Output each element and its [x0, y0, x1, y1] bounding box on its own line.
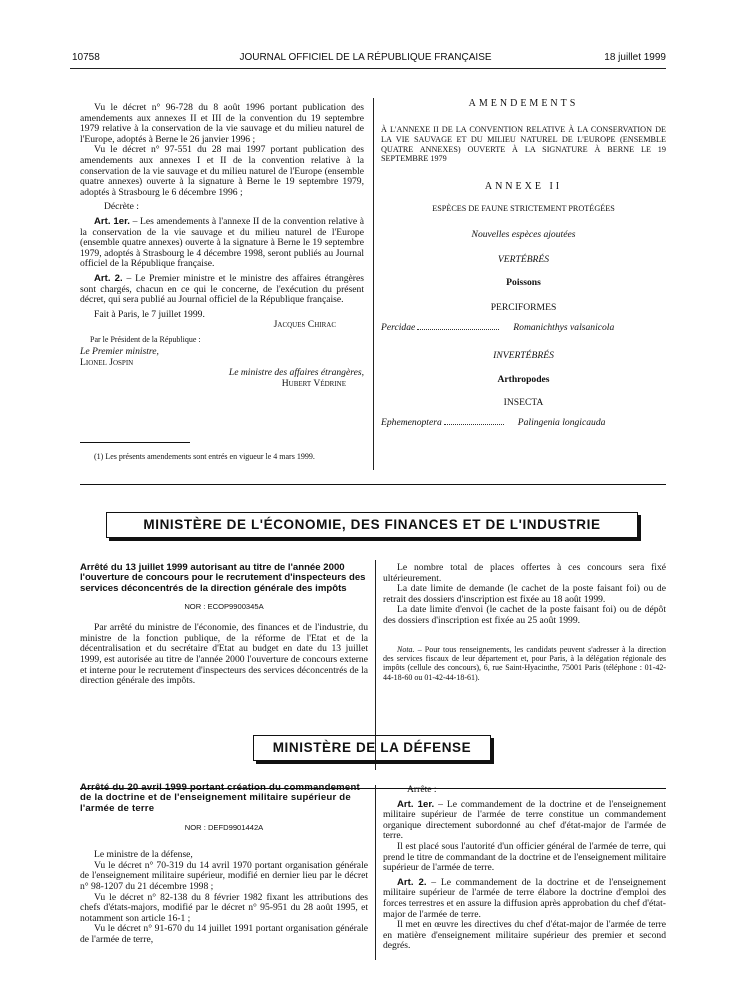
arrete-body: Par arrêté du ministre de l'économie, des finances et de l'industrie, du ministre de la fonction publique, de la réforme de l'Etat et de la décentralisation et du secrétaire d'Etat au budget en date du 13 juillet 1999, est autorisée au titre de l'année 2000 l'ouverture de concours externe et interne pour le recrutement d'inspecteurs des services déconcentrés de la direction générale des impôts.	[80, 622, 368, 687]
fait-line: Fait à Paris, le 7 juillet 1999.	[94, 308, 205, 320]
leader-dots	[444, 424, 504, 425]
amendments-heading: AMENDEMENTS	[468, 98, 579, 109]
species-row	[381, 417, 666, 428]
signature-president: Jacques Chirac	[273, 319, 336, 331]
poissons-heading: Poissons	[506, 277, 541, 289]
annexe-heading: ANNEXE II	[484, 181, 563, 193]
species-name: Palingenia longicauda	[517, 417, 606, 429]
nor-reference: NOR : ECOP9900345A	[184, 602, 264, 612]
footnote	[80, 452, 364, 461]
ministry-economie-title: MINISTÈRE DE L'ÉCONOMIE, DES FINANCES ET DE L'INDUSTRIE	[106, 512, 638, 538]
visa-paragraph: Vu le décret n° 70-319 du 14 avril 1970 portant organisation générale de l'enseignement militaire supérieur, modifié en dernier lieu par le décret n° 98-1207 du 21 décembre 1998 ;	[80, 859, 368, 892]
invertebres-heading: INVERTÉBRÉS	[493, 350, 554, 362]
arrete-line: Arrête :	[407, 784, 437, 795]
visa-paragraph: Vu le décret n° 96-728 du 8 août 1996 portant publication des amendements aux annexes II et III de la convention du 19 septembre 1979 relative à la conservation de la vie sauvage et du milieu naturel de l'Europe, adoptés à Berne le 26 janvier 1996 ;	[80, 102, 364, 145]
arrete-defense-left	[80, 783, 368, 946]
par-le-president: Par le Président de la République :	[90, 334, 201, 344]
date-limite-envoi: La date limite d'envoi (le cachet de la poste faisant foi) ou de dépôt des dossiers d'inscription est fixée au 25 août 1999.	[383, 604, 666, 626]
arthropodes-heading: Arthropodes	[497, 374, 550, 386]
places-paragraph: Le nombre total de places offertes à ces concours sera fixé ultérieurement.	[383, 562, 666, 584]
nota-label: Nota.	[397, 644, 415, 654]
pm-title: Le Premier ministre,	[80, 346, 159, 358]
especes-heading: ESPÈCES DE FAUNE STRICTEMENT PROTÉGÉES	[432, 204, 615, 214]
column-divider	[375, 785, 376, 960]
visa-paragraph: Vu le décret n° 97-551 du 28 mai 1997 portant publication des amendements aux annexes I et II de la convention relative à la conservation de la vie sauvage et du milieu naturel de l'Europe (ensemble quatre annexes) ouverte à la signature à Berne le 19 septembre 1979, adoptés à Strasbourg le 6 décembre 1996 ;	[80, 144, 364, 198]
date-limite-demande: La date limite de demande (le cachet de la poste faisant foi) ou de retrait des dossiers d'inscription est fixée au 18 août 1999.	[383, 583, 666, 605]
section-rule	[80, 484, 666, 485]
column-divider	[373, 98, 374, 470]
article-paragraph: Il met en œuvre les directives du chef d'état-major de l'armée de terre en matière d'enseignement militaire supérieur des premier et second degrés.	[383, 919, 666, 952]
family-name: Percidae	[381, 322, 416, 334]
header-rule	[70, 68, 666, 69]
species-row	[381, 322, 666, 333]
arrete-title: Arrêté du 13 juillet 1999 autorisant au titre de l'année 2000 l'ouverture de concours pour le recrutement d'inspecteurs des services déconcentrés de la direction générale des impôts	[80, 562, 366, 594]
arrete-title: Arrêté du 20 avril 1999 portant création du commandement de la doctrine et de l'enseignement militaire supérieur de l'armée de terre	[80, 782, 360, 814]
vertebres-heading: VERTÉBRÉS	[497, 254, 550, 266]
pm-name: Lionel Jospin	[80, 356, 134, 368]
article-label: Art. 2.	[94, 272, 123, 284]
visa-paragraph: Vu le décret n° 91-670 du 14 juillet 1991 portant organisation générale de l'armée de terre,	[80, 923, 368, 945]
article-label: Art. 1er.	[94, 215, 130, 227]
arrete-economie-right	[383, 563, 666, 682]
footnote-rule	[80, 442, 190, 443]
article-label: Art. 1er.	[397, 798, 435, 810]
amendments-subtitle: À L'ANNEXE II DE LA CONVENTION RELATIVE À LA CONSERVATION DE LA VIE SAUVAGE ET DU MILIEU NATUREL DE L'EUROPE (ENSEMBLE QUATRE ANNEXES) OUVERTE À LA SIGNATURE À BERNE LE 19 SEPTEMBRE 1979	[381, 125, 666, 164]
minister-title: Le ministre des affaires étrangères,	[228, 367, 364, 379]
article-label: Art. 2.	[397, 876, 427, 888]
article-text: – Le commandement de la doctrine et de l'enseignement militaire supérieur de l'armée de terre constitue un commandement organique directement subordonné au chef d'état-major de l'armée de terre.	[383, 798, 667, 842]
decree-left-column	[80, 103, 364, 390]
insecta-heading: INSECTA	[503, 397, 544, 409]
family-name: Ephemenoptera	[381, 417, 442, 429]
species-name: Romanichthys valsanicola	[513, 322, 615, 334]
visa-paragraph: Vu le décret n° 82-138 du 8 février 1982 fixant les attributions des chefs d'états-majors, modifié par le décret n° 95-951 du 28 août 1995, et notamment son article 16-1 ;	[80, 891, 368, 924]
ministry-defense-title: MINISTÈRE DE LA DÉFENSE	[253, 735, 491, 761]
arrete-defense-right	[383, 785, 666, 952]
minister-line: Le ministre de la défense,	[94, 849, 193, 861]
article-text: – Les amendements à l'annexe II de la convention relative à la conservation de la vie sauvage et du milieu naturel de l'Europe (ensemble quatre annexes) ouverte à la signature à Berne le 19 septembre 1979, adoptés à Strasbourg le 4 décembre 1998, seront publiés au Journal officiel de la République française.	[80, 215, 364, 270]
nouvelles-especes: Nouvelles espèces ajoutées	[471, 229, 576, 241]
article-text: – Le Premier ministre et le ministre des affaires étrangères sont chargés, chacun en ce qui le concerne, de l'exécution du présent décret, qui sera publié au Journal officiel de la République française.	[80, 272, 364, 306]
article-text: – Le commandement de la doctrine et de l'enseignement militaire supérieur de l'armée de terre élabore la doctrine d'emploi des forces terrestres et en assure la diffusion après approbation du chef d'état-major de l'armée de terre.	[383, 876, 666, 920]
amendments-right-column	[381, 98, 666, 428]
page-number: 10758	[72, 52, 100, 63]
arrete-economie-left	[80, 563, 368, 687]
nor-reference: NOR : DEFD9901442A	[184, 823, 264, 833]
footnote-text: (1) Les présents amendements sont entrés en vigueur le 4 mars 1999.	[94, 452, 315, 461]
decrete-line: Décrète :	[104, 201, 139, 213]
journal-title: JOURNAL OFFICIEL DE LA RÉPUBLIQUE FRANÇAISE	[239, 52, 492, 63]
issue-date: 18 juillet 1999	[604, 52, 666, 63]
perciformes-heading: PERCIFORMES	[490, 302, 557, 314]
leader-dots	[417, 329, 499, 330]
article-paragraph: Il est placé sous l'autorité d'un officier général de l'armée de terre, qui prend le titre de commandant de la doctrine et de l'enseignement militaire supérieur de l'armée de terre.	[383, 840, 666, 874]
nota-text: – Pour tous renseignements, les candidats peuvent s'adresser à la direction des services fiscaux de leur département et, pour Paris, à la délégation régionale des impôts (cellule des concours), 6, rue Saint-Hyacinthe, 75001 Paris (téléphone : 01-42-44-18-60 ou 01-42-44-18-61).	[383, 644, 667, 682]
minister-name: Hubert Védrine	[281, 378, 346, 390]
